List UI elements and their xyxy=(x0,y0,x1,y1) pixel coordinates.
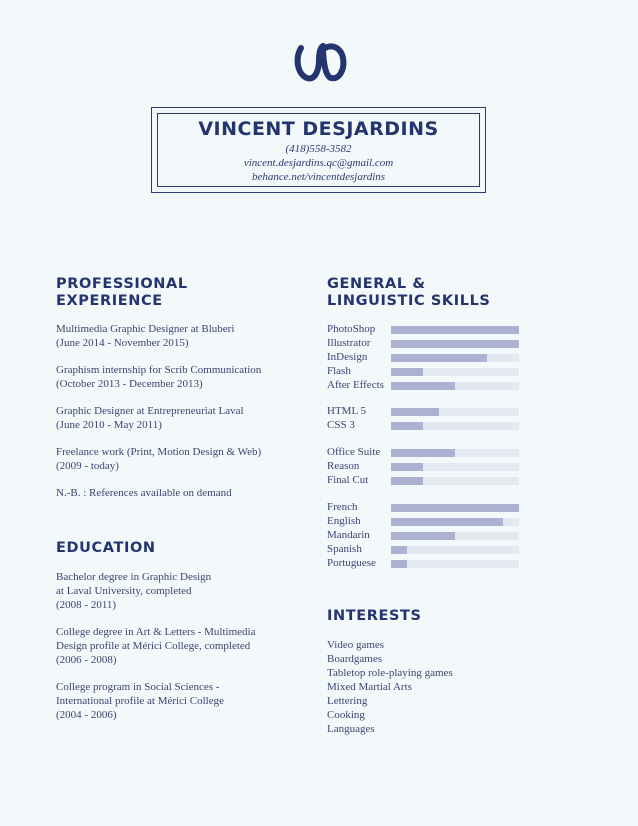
skill-label: HTML 5 xyxy=(327,405,367,417)
skill-bar-track xyxy=(391,463,519,471)
skill-bar-fill xyxy=(391,340,519,348)
skill-bar-fill xyxy=(391,532,455,540)
skill-bar-fill xyxy=(391,518,503,526)
experience-line: Graphic Designer at Entrepreneuriat Laval xyxy=(56,405,244,417)
skill-bar-fill xyxy=(391,504,519,512)
skill-label: Office Suite xyxy=(327,446,381,458)
education-line: (2004 - 2006) xyxy=(56,709,117,721)
experience-line: Graphism internship for Scrib Communication xyxy=(56,364,262,376)
skills-heading-line1: GENERAL & xyxy=(327,276,426,292)
skill-label: PhotoShop xyxy=(327,323,376,335)
skill-label: Flash xyxy=(327,365,351,377)
experience-line: (October 2013 - December 2013) xyxy=(56,378,203,390)
experience-line: Multimedia Graphic Designer at Bluberi xyxy=(56,323,235,335)
candidate-name: VINCENT DESJARDINS xyxy=(198,118,439,140)
skill-bar-track xyxy=(391,532,519,540)
skill-bar-fill xyxy=(391,354,487,362)
skill-bar-fill xyxy=(391,560,407,568)
skill-bar-fill xyxy=(391,546,407,554)
skill-bar-track xyxy=(391,354,519,362)
skill-label: Spanish xyxy=(327,543,362,555)
interests-heading: INTERESTS xyxy=(327,608,422,624)
skill-label: Mandarin xyxy=(327,529,370,541)
interest-item: Lettering xyxy=(327,695,368,707)
phone-number: (418)558-3582 xyxy=(285,143,352,155)
education-line: Design profile at Mérici College, completed xyxy=(56,640,251,652)
experience-line: (June 2010 - May 2011) xyxy=(56,419,162,431)
skill-bar-track xyxy=(391,504,519,512)
experience-heading xyxy=(56,276,188,310)
education-line: International profile at Mérici College xyxy=(56,695,224,707)
skill-bar-track xyxy=(391,382,519,390)
interest-item: Mixed Martial Arts xyxy=(327,681,412,693)
skill-bar-track xyxy=(391,422,519,430)
skill-bar-fill xyxy=(391,477,423,485)
experience-line: (2009 - today) xyxy=(56,460,119,472)
skill-label: French xyxy=(327,501,358,513)
skills-heading xyxy=(327,276,490,310)
website-url: behance.net/vincentdesjardins xyxy=(251,171,386,183)
interest-item: Tabletop role-playing games xyxy=(327,667,453,679)
skill-bar-fill xyxy=(391,422,423,430)
skill-bar-track xyxy=(391,326,519,334)
interest-item: Languages xyxy=(327,723,375,735)
interest-item: Video games xyxy=(327,639,385,651)
education-line: College degree in Art & Letters - Multimedia xyxy=(56,626,256,638)
skill-bar-fill xyxy=(391,449,455,457)
experience-note: N.-B. : References available on demand xyxy=(56,487,232,499)
experience-heading-line1: PROFESSIONAL xyxy=(56,276,188,292)
experience-heading-line2: EXPERIENCE xyxy=(56,293,163,309)
education-line: College program in Social Sciences - xyxy=(56,681,220,693)
skill-label: InDesign xyxy=(327,351,368,363)
skill-bar-track xyxy=(391,518,519,526)
skill-bar-fill xyxy=(391,326,519,334)
skill-bar-fill xyxy=(391,408,439,416)
skill-label: Portuguese xyxy=(327,557,376,569)
education-line: (2006 - 2008) xyxy=(56,654,117,666)
interest-item: Boardgames xyxy=(327,653,382,665)
interest-item: Cooking xyxy=(327,709,365,721)
skill-bar-fill xyxy=(391,368,423,376)
skill-label: CSS 3 xyxy=(327,419,355,431)
education-line: (2008 - 2011) xyxy=(56,599,117,611)
email-address: vincent.desjardins.qc@gmail.com xyxy=(243,157,394,169)
skill-label: Reason xyxy=(327,460,360,472)
education-line: at Laval University, completed xyxy=(56,585,192,597)
skills-heading-line2: LINGUISTIC SKILLS xyxy=(327,293,491,309)
skill-bar-track xyxy=(391,368,519,376)
education-line: Bachelor degree in Graphic Design xyxy=(56,571,212,583)
experience-line: (June 2014 - November 2015) xyxy=(56,337,189,349)
skill-bar-track xyxy=(391,477,519,485)
skill-label: Final Cut xyxy=(327,474,369,486)
experience-line: Freelance work (Print, Motion Design & Web) xyxy=(56,446,262,458)
skill-bar-track xyxy=(391,560,519,568)
education-heading: EDUCATION xyxy=(56,540,156,556)
skill-label: After Effects xyxy=(327,379,384,391)
skill-bar-track xyxy=(391,449,519,457)
skill-label: English xyxy=(327,515,361,527)
skill-bar-track xyxy=(391,546,519,554)
skill-bar-track xyxy=(391,408,519,416)
skill-bar-track xyxy=(391,340,519,348)
skill-bar-fill xyxy=(391,463,423,471)
vd-monogram-icon xyxy=(293,40,347,84)
skill-bar-fill xyxy=(391,382,455,390)
skill-label: Illustrator xyxy=(327,337,371,349)
